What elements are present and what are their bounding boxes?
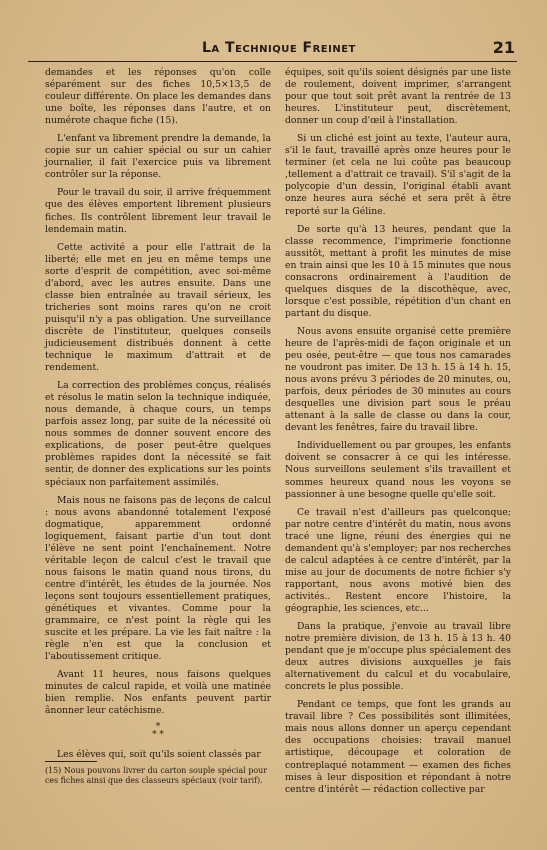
paragraph: Les élèves qui, soit qu'ils soient classés par bbox=[57, 749, 261, 761]
paragraph: Si un cliché est joint au texte, l'auteur aura, s'il le faut, travaillé après onze heures pour le terminer (et cela ne lui coûte pas beaucoup ,tellement a d'attrait ce travail). S'il s'agit de la polycopie d'un dessin, l'original établi avant onze heures aura séché et sera prêt à être reporté sur la Géline. bbox=[285, 133, 511, 217]
left-column bbox=[45, 67, 271, 767]
separator-line: * * bbox=[152, 730, 164, 741]
paragraph: Individuellement ou par groupes, les enfants doivent se consacrer à ce qui les intéresse. Nous surveillons seulement s'ils travaillent et sommes heureux quand nous les voyons se passionner à une besogne quelle qu'elle soit. bbox=[285, 440, 511, 500]
footnote-text: (15) Nous pouvons livrer du carton souple spécial pour ces fiches ainsi que des classeurs spéciaux (voir tarif). bbox=[45, 766, 267, 786]
footnote-rule bbox=[45, 761, 97, 762]
paragraph: L'enfant va librement prendre la demande, la copie sur un cahier spécial ou sur un cahier journalier, il fait l'exercice puis va librement contrôler sur la réponse. bbox=[45, 133, 271, 181]
running-title: La Technique Freinet bbox=[202, 40, 356, 56]
page-header bbox=[28, 38, 517, 60]
paragraph: Dans la pratique, j'envoie au travail libre notre première division, de 13 h. 15 à 13 h. 40 pendant que je m'occupe plus spécialement des deux autres divisions auxquelles je fais alternativement du calcul et du vocabulaire, concrets le plus possible. bbox=[285, 621, 511, 693]
footnote bbox=[45, 766, 267, 786]
paragraph: Cette activité a pour elle l'attrait de la liberté; elle met en jeu en même temps une sorte d'esprit de compétition, avec soi-même d'abord, avec les autres ensuite. Dans une classe bien entraînée au travail sérieux, les tricheries sont moins rares qu'on ne croit puisqu'il n'y a pas obligation. Une surveillance discrète de l'instituteur, quelques conseils judicieusement distribués donnent à cette technique le maximum d'attrait et de rendement. bbox=[45, 241, 271, 374]
page-number: 21 bbox=[492, 38, 515, 57]
separator-line: * bbox=[155, 722, 161, 733]
paragraph: équipes, soit qu'ils soient désignés par une liste de roulement, doivent imprimer, s'arrangent pour que tout soit prêt avant la rentrée de 13 heures. L'instituteur peut, discrètement, donner un coup d'œil à l'installation. bbox=[285, 67, 511, 127]
section-separator bbox=[45, 723, 271, 739]
paragraph: La correction des problèmes conçus, réalisés et résolus le matin selon la technique indiquée, nous demande, à chaque cours, un temps parfois assez long, par suite de la nécessité où nous sommes de donner souvent encore des explications, de poser peut-être quelques problèmes rapides dont la nécessité se fait sentir, de donner des explications sur les points spéciaux non parfaitement assimilés. bbox=[45, 380, 271, 488]
paragraph: Mais nous ne faisons pas de leçons de calcul : nous avons abandonné totalement l'exposé dogmatique, apparemment ordonné logiquement, faisant partie d'un tout dont l'élève ne sent point l'enchaînement. Notre véritable leçon de calcul c'est le travail que nous faisons le matin quand nous tirons, du centre d'intérêt, les études de la journée. Nos leçons sont toujours essentiellement pratiques, génétiques et vivantes. Comme pour la grammaire, ce n'est point la règle qui les suscite et les prépare. La vie les fait naître : la règle n'en est que la conclusion et l'aboutissement critique. bbox=[45, 494, 271, 663]
paragraph: Pendant ce temps, que font les grands au travail libre ? Ces possibilités sont illimitées, mais nous allons donner un aperçu cependant des occupations choisies: travail manuel artistique, découpage et coloration de contreplaqué notamment — examen des fiches mises à leur disposition et répondant à notre centre d'intérêt — rédaction collective par bbox=[285, 699, 511, 795]
header-rule bbox=[28, 61, 517, 62]
right-column bbox=[285, 67, 511, 802]
paragraph: De sorte qu'à 13 heures, pendant que la classe recommence, l'imprimerie fonctionne aussitôt, mettant à profit les minutes de mise en train ainsi que les 10 à 15 minutes que nous consacrons ordinairement à l'audition de quelques disques de la discothèque, avec, lorsque c'est possible, répétition d'un chant en partant du disque. bbox=[285, 223, 511, 319]
paragraph: Nous avons ensuite organisé cette première heure de l'après-midi de façon originale et un peu osée, peut-être — que tous nos camarades ne voudront pas imiter. De 13 h. 15 à 14 h. 15, nous avons prévu 3 périodes de 20 minutes, ou, parfois, deux périodes de 30 minutes au cours desquelles une division part sous le préau attenant à la salle de classe ou dans la cour, devant les fenêtres, faire du travail libre. bbox=[285, 325, 511, 434]
paragraph: Ce travail n'est d'ailleurs pas quelconque; par notre centre d'intérêt du matin, nous avons tracé une ligne, réuni des énergies qui ne demandent qu'à s'employer; par nos recherches de calcul adaptées à ce centre d'intérêt, par la mise au jour de documents de notre fichier s'y rapportant, nous avons motivé bien des activités.. Restent encore l'histoire, la géographie, les sciences, etc... bbox=[285, 506, 511, 614]
paragraph: demandes et les réponses qu'on colle séparément sur des fiches 10,5×13,5 de couleur différente. On place les demandes dans une boîte, les réponses dans l'autre, et on numérote chaque fiche (15). bbox=[45, 67, 271, 127]
paragraph: Avant 11 heures, nous faisons quelques minutes de calcul rapide, et voilà une matinée bien remplie. Nos enfants peuvent partir ânonner leur catéchisme. bbox=[45, 669, 271, 717]
paragraph: Pour le travail du soir, il arrive fréquemment que des élèves emportent librement plusieurs fiches. Ils contrôlent librement leur travail le lendemain matin. bbox=[45, 187, 271, 235]
